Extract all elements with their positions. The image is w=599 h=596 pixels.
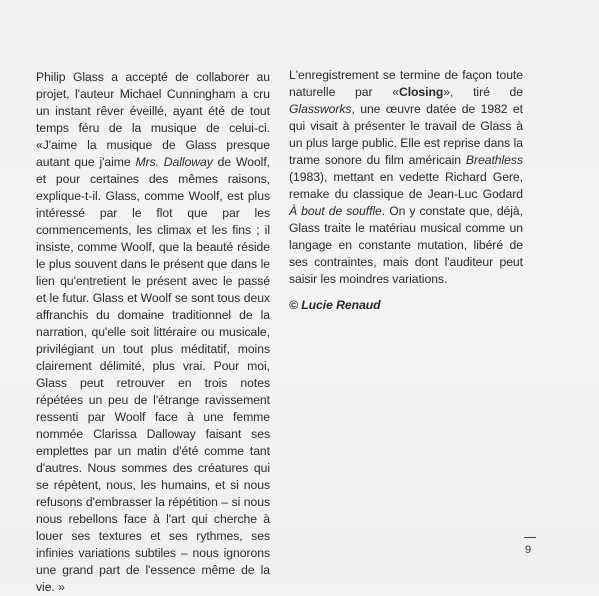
left-column bbox=[36, 69, 270, 596]
folio-rule bbox=[524, 537, 536, 538]
right-text-5: . On y constate que, déjà, Glass traite le matériau musical comme un langage en constante mutation, libéré de ses contraintes, mais dont l'auditeur peut saisir les moindres variations. bbox=[289, 204, 523, 286]
left-paragraph bbox=[36, 69, 270, 596]
book-title-mrs-dalloway: Mrs. Dalloway bbox=[135, 155, 213, 169]
page-number: 9 bbox=[525, 544, 532, 556]
right-column bbox=[289, 67, 523, 314]
film-title-breathless: Breathless bbox=[465, 153, 523, 167]
track-title-closing: Closing bbox=[398, 85, 444, 99]
film-title-a-bout-de-souffle: À bout de souffle bbox=[289, 204, 382, 218]
album-title-glassworks: Glassworks bbox=[289, 102, 352, 116]
right-text-2: », tiré de bbox=[443, 85, 523, 99]
right-text-4: (1983), mettant en vedette Richard Gere, remake du classique de Jean-Luc Godard bbox=[289, 170, 523, 201]
right-text-1: L'enregistrement se termine de façon toute naturelle par « bbox=[289, 68, 523, 99]
left-text-start: Philip Glass a accepté de collaborer au projet, l'auteur Michael Cunningham a cru un instant rêver éveillé, ayant été de tout temps féru de la musique de celui-ci. «J'aime la musique de Glass presque autant que j'aime bbox=[36, 70, 270, 169]
right-paragraph bbox=[289, 67, 523, 288]
left-text-end: de Woolf, et pour certaines des mêmes raisons, explique-t-il. Glass, comme Woolf, est plus intéressé par le flot que par les commencements, les climax et les fins ; il insiste, comme Woolf, que la beauté réside le plus souvent dans le présent que dans le lien qu'entretient le présent avec le passé et le futur. Glass et Woolf se sont tous deux affranchis du domaine traditionnel de la narration, qu'elle soit littéraire ou musicale, privilégiant un tout plus méditatif, moins clairement délimité, plus vrai. Pour moi, Glass peut retrouver en trois notes répétées un peu de l'étrange ravissement ressenti par Woolf face à une femme nommée Clarissa Dalloway faisant ses emplettes par un matin d'été comme tant d'autres. Nous sommes des créatures qui se répètent, nous, les humains, et si nous refusons d'embrasser la répétition – si nous nous rebellons face à l'art qui cherche à louer ses textures et ses rythmes, ses infinies variations subtiles – nous ignorons une grand part de l'essence même de la vie. » bbox=[36, 155, 271, 594]
author-signature: © Lucie Renaud bbox=[289, 298, 381, 312]
right-text-3: , une œuvre datée de 1982 et qui visait à présenter le travail de Glass à un plus large public. Elle est reprise dans la trame sonore du film américain bbox=[289, 102, 523, 167]
